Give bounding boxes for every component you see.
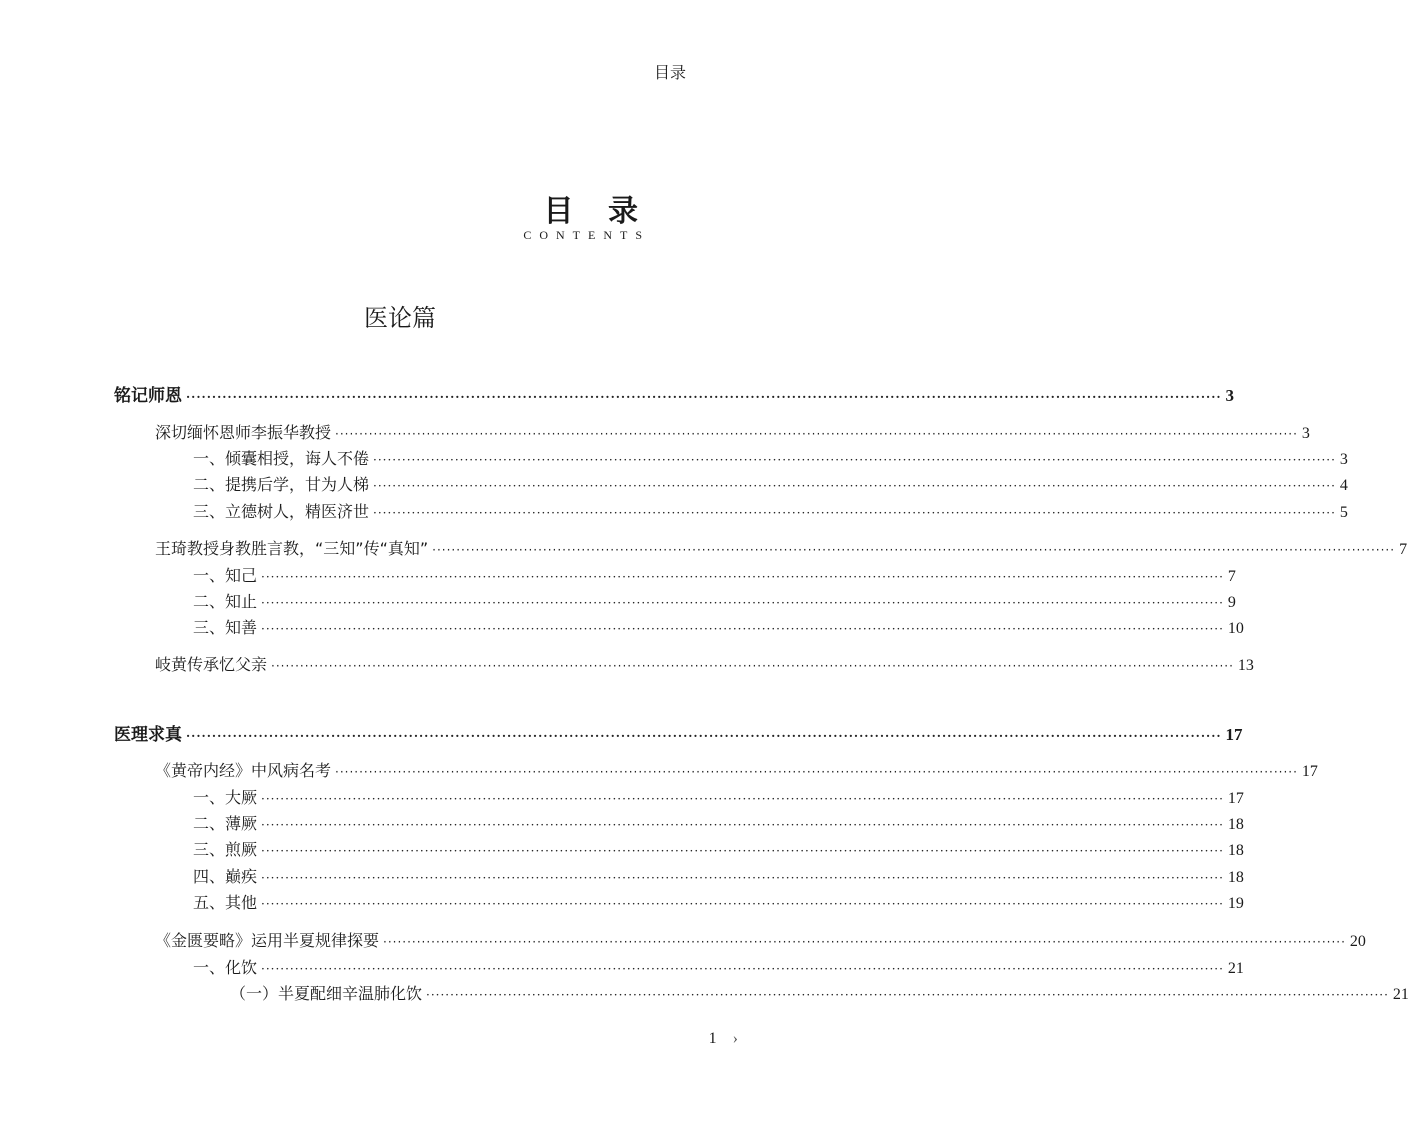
toc-entry-page: 18 — [1227, 816, 1244, 833]
toc-entry-label: 深切缅怀恩师李振华教授 — [155, 423, 332, 442]
toc-leader-dots: ········································································································································································································ — [383, 935, 1346, 949]
toc-entry-label: 四、巅疾 — [193, 867, 258, 886]
toc-entry-label: 岐黄传承忆父亲 — [155, 655, 268, 674]
toc-entry-label: 二、提携后学，甘为人梯 — [193, 475, 370, 494]
toc-entry[interactable] — [193, 785, 1244, 808]
toc-entry[interactable] — [193, 499, 1348, 522]
toc-leader-dots: ········································································································································································································ — [373, 506, 1336, 520]
toc-entry[interactable] — [193, 615, 1244, 638]
toc-leader-dots: ········································································································································································································ — [261, 622, 1224, 636]
toc-leader-dots: ········································································································································································································ — [261, 792, 1224, 806]
toc-leader-dots: ········································································································································································································ — [186, 390, 1222, 404]
toc-leader-dots: ········································································································································································································ — [335, 765, 1298, 779]
toc-leader-dots: ········································································································································································································ — [186, 729, 1222, 743]
toc-leader-dots: ········································································································································································································ — [373, 453, 1336, 467]
toc-entry-label: 五、其他 — [193, 893, 258, 912]
page-subtitle: CONTENTS — [523, 228, 650, 242]
toc-entry[interactable] — [114, 720, 1243, 745]
toc-entry-page: 7 — [1399, 541, 1408, 558]
page-footer — [709, 1030, 738, 1048]
toc-entry-label: 三、立德树人，精医济世 — [193, 502, 370, 521]
running-head: 目录 — [653, 63, 686, 82]
toc-entry[interactable] — [155, 928, 1366, 951]
toc-entry-page: 19 — [1227, 895, 1244, 912]
toc-entry-label: 《金匮要略》运用半夏规律探要 — [155, 931, 380, 950]
toc-entry-label: 医理求真 — [114, 725, 182, 745]
toc-entry-label: （一）半夏配细辛温肺化饮 — [230, 984, 423, 1003]
toc-entry-label: 二、薄厥 — [193, 814, 258, 833]
toc-entry-label: 一、化饮 — [193, 958, 258, 977]
toc-leader-dots: ········································································································································································································ — [261, 844, 1224, 858]
toc-entry[interactable] — [155, 536, 1408, 559]
toc-leader-dots: ········································································································································································································ — [261, 596, 1224, 610]
toc-entry-label: 一、知己 — [193, 566, 258, 585]
toc-entry-page: 21 — [1227, 960, 1244, 977]
toc-entry[interactable] — [193, 446, 1348, 469]
page-number: 1 — [708, 1030, 717, 1047]
toc-entry-page: 3 — [1225, 386, 1235, 405]
toc-entry-page: 3 — [1339, 451, 1348, 468]
toc-entry[interactable] — [193, 563, 1236, 586]
toc-entry-page: 18 — [1227, 869, 1244, 886]
toc-leader-dots: ········································································································································································································ — [261, 818, 1224, 832]
toc-entry-label: 三、知善 — [193, 618, 258, 637]
toc-leader-dots: ········································································································································································································ — [335, 427, 1298, 441]
toc-entry-label: 《黄帝内经》中风病名考 — [155, 761, 332, 780]
toc-entry-page: 7 — [1227, 568, 1236, 585]
toc-entry-page: 17 — [1227, 790, 1244, 807]
toc-entry-label: 王琦教授身教胜言教，“三知”传“真知” — [155, 539, 429, 558]
toc-leader-dots: ········································································································································································································ — [271, 659, 1234, 673]
toc-entry-page: 17 — [1225, 725, 1243, 744]
toc-entry-page: 4 — [1339, 477, 1348, 494]
toc-leader-dots: ········································································································································································································ — [432, 543, 1396, 557]
toc-leader-dots: ········································································································································································································ — [426, 988, 1389, 1002]
toc-entry[interactable] — [155, 420, 1310, 443]
section-title: 医论篇 — [364, 304, 436, 332]
toc-entry-page: 21 — [1392, 986, 1409, 1003]
toc-leader-dots: ········································································································································································································ — [373, 479, 1336, 493]
toc-entry[interactable] — [193, 589, 1236, 612]
toc-entry[interactable] — [193, 864, 1244, 887]
toc-entry[interactable] — [155, 652, 1254, 675]
toc-leader-dots: ········································································································································································································ — [261, 962, 1224, 976]
page-title: 目 录 — [543, 194, 650, 229]
next-page-icon[interactable]: › — [732, 1030, 738, 1047]
toc-entry[interactable] — [114, 381, 1235, 406]
toc-leader-dots: ········································································································································································································ — [261, 897, 1224, 911]
toc-entry[interactable] — [230, 981, 1409, 1004]
toc-entry-label: 三、煎厥 — [193, 840, 258, 859]
toc-entry-page: 3 — [1301, 425, 1310, 442]
toc-entry-page: 18 — [1227, 842, 1244, 859]
toc-entry-label: 铭记师恩 — [114, 386, 182, 406]
toc-leader-dots: ········································································································································································································ — [261, 570, 1224, 584]
toc-entry-page: 17 — [1301, 763, 1318, 780]
toc-entry-page: 5 — [1339, 504, 1348, 521]
toc-entry[interactable] — [155, 758, 1318, 781]
toc-entry-page: 9 — [1227, 594, 1236, 611]
toc-entry[interactable] — [193, 955, 1244, 978]
toc-entry[interactable] — [193, 837, 1244, 860]
toc-entry-page: 13 — [1237, 657, 1254, 674]
toc-entry-label: 二、知止 — [193, 592, 258, 611]
toc-entry-page: 10 — [1227, 620, 1244, 637]
toc-entry-label: 一、倾囊相授，诲人不倦 — [193, 449, 370, 468]
toc-entry[interactable] — [193, 890, 1244, 913]
toc-entry-label: 一、大厥 — [193, 788, 258, 807]
toc-entry[interactable] — [193, 472, 1348, 495]
toc-leader-dots: ········································································································································································································ — [261, 871, 1224, 885]
toc-entry[interactable] — [193, 811, 1244, 834]
toc-entry-page: 20 — [1349, 933, 1366, 950]
